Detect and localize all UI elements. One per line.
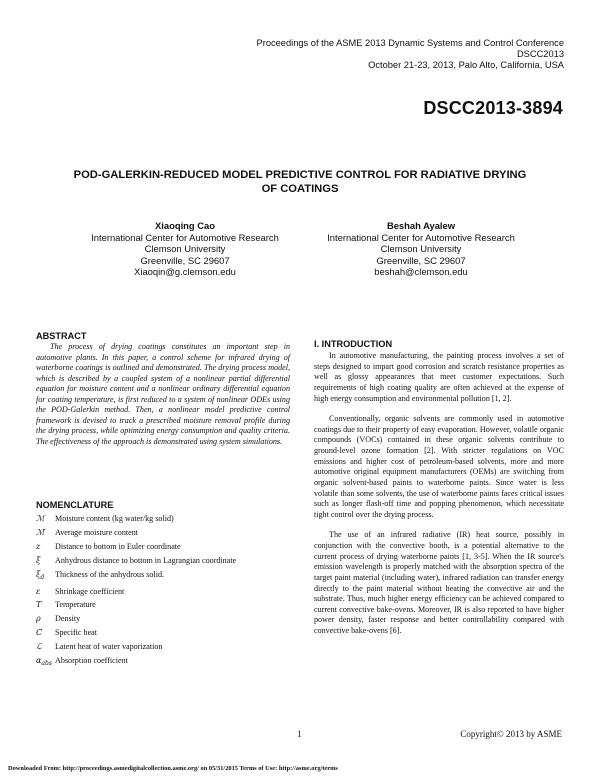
conference-code: DSCC2013: [516, 49, 564, 59]
abstract-text: The process of drying coatings constitutes an important step in automotive plants. In this paper, a control scheme for infrared drying of waterborne coatings is outlined and demonstrated. The drying process model, which is described by a coupled system of a nonlinear partial differential equation for moisture content and a nonlinear ordinary differential equation for coating temperature, is first reduced to a system of nonlinear ODEs using the POD-Galerkin method. Then, a nonlinear model predictive control framework is devised to track a prescribed moisture removal profile during the drying process, while optimizing energy consumption and quality criteria. The effectiveness of the approach is demonstrated using system simulations.: [36, 342, 290, 446]
author-email: beshah@clemson.edu: [374, 266, 468, 278]
nomenclature-symbol: $\xi_d$: [36, 569, 45, 581]
nomenclature-description: Average moisture content: [55, 527, 139, 537]
nomenclature-item: [36, 554, 290, 568]
nomenclature-item: [36, 626, 290, 640]
nomenclature-list: [36, 512, 290, 671]
nomenclature-description: Absorption coefficient: [55, 656, 128, 666]
nomenclature-item: [36, 654, 290, 671]
author-city: Greenville, SC 29607: [376, 254, 466, 266]
introduction-section: [314, 339, 564, 637]
nomenclature-description: Temperature: [55, 600, 96, 610]
nomenclature-item: [36, 526, 290, 540]
nomenclature-item: [36, 612, 290, 626]
nomenclature-symbol: $\alpha_{abs}$: [36, 656, 52, 668]
paragraph: The use of an infrared radiative (IR) heat source, possibly in conjunction with the convective booth, is a potential alternative to the current process of drying waterborne paints [1, 3-5]. When the IR source's emission wavelength is properly matched with the absorption spectra of the target paint material (including water), infrared radiation can transfer energy directly to the paint material without heating the convective air and the substrate. Thus, much higher energy efficiency can be achieved compared to current convective bake-ovens. Moreover, IR is also reported to have higher power density, faster response and better controllability compared with convective bake-ovens [6].: [314, 530, 564, 635]
abstract-section: [36, 331, 290, 447]
author-affiliation: International Center for Automotive Research: [91, 231, 279, 243]
author-university: Clemson University: [144, 243, 226, 255]
author-name: Beshah Ayalew: [386, 220, 456, 231]
nomenclature-description: Shrinkage coefficient: [55, 586, 125, 596]
author-affiliation: International Center for Automotive Research: [327, 231, 515, 243]
nomenclature-heading: NOMENCLATURE: [36, 500, 114, 510]
nomenclature-symbol: T: [36, 600, 42, 610]
paragraph: In automotive manufacturing, the painting process involves a set of steps designed to impart good corrosion and scratch resistance properties as well as glossy appearances that meet customer expectations. Such requirements of high coating quality are often achieved at the expense of high energy consumption and environmental pollution [1, 2].: [314, 351, 564, 403]
author-name: Xiaoqing Cao: [155, 220, 215, 231]
nomenclature-symbol: ρ: [36, 614, 41, 624]
nomenclature-symbol: ℳ: [36, 514, 45, 523]
download-notice: Downloaded From: http://proceedings.asmedigitalcollection.asme.org/ on 05/31/2015 Terms of Use: http://asme.org/terms: [8, 765, 338, 772]
abstract-heading: ABSTRACT: [36, 331, 87, 341]
nomenclature-symbol: ℳ̄: [36, 527, 45, 537]
nomenclature-item: [36, 568, 290, 585]
nomenclature-item: [36, 585, 290, 599]
nomenclature-symbol: ℒ: [36, 642, 42, 652]
nomenclature-description: Anhydrous distance to bottom in Lagrangian coordinate: [55, 555, 237, 565]
conference-date-location: October 21-23, 2013, Palo Alto, California, USA: [368, 60, 564, 70]
copyright-notice: Copyright© 2013 by ASME: [460, 729, 562, 739]
nomenclature-description: Specific heat: [55, 628, 98, 638]
nomenclature-description: Density: [55, 614, 81, 624]
nomenclature-item: [36, 640, 290, 654]
author-block: [70, 220, 300, 278]
conference-name: Proceedings of the ASME 2013 Dynamic Systems and Control Conference: [256, 38, 564, 48]
nomenclature-symbol: C: [36, 628, 43, 638]
nomenclature-section: [36, 500, 290, 671]
author-university: Clemson University: [380, 243, 462, 255]
nomenclature-symbol: ε: [36, 586, 41, 596]
nomenclature-symbol: z: [36, 541, 41, 551]
author-email: Xiaoqin@g.clemson.edu: [134, 266, 236, 278]
nomenclature-item: [36, 540, 290, 554]
paragraph: Conventionally, organic solvents are commonly used in automotive coatings due to their property of easy evaporation. However, volatile organic compounds (VOCs) contained in these organic solvents contribute to ground-level ozone formation [2]. With stricter regulations on VOC emissions and higher cost of petroleum-based solvents, more and more automotive original equipment manufacturers (OEMs) are switching from organic solvent-based paints to waterborne paints. Since water is less volatile than some solvents, the use of waterborne paints faces critical issues such as longer flash-off time and popping phenomenon, which necessitate tight control over the drying process.: [314, 414, 564, 519]
nomenclature-description: Distance to bottom in Euler coordinate: [55, 541, 181, 551]
introduction-heading: I. INTRODUCTION: [314, 339, 393, 349]
nomenclature-symbol: ξ: [36, 555, 41, 565]
page-number: 1: [297, 729, 302, 739]
nomenclature-description: Moisture content (kg water/kg solid): [55, 514, 174, 523]
author-block: [306, 220, 536, 278]
nomenclature-description: Latent heat of water vaporization: [55, 642, 163, 652]
nomenclature-item: [36, 512, 290, 526]
nomenclature-item: [36, 598, 290, 612]
paper-id: DSCC2013-3894: [423, 98, 563, 118]
paper-title: POD-GALERKIN-REDUCED MODEL PREDICTIVE CONTROL FOR RADIATIVE DRYING OF COATINGS: [73, 169, 527, 195]
author-city: Greenville, SC 29607: [140, 254, 230, 266]
nomenclature-description: Thickness of the anhydrous solid.: [55, 569, 165, 579]
